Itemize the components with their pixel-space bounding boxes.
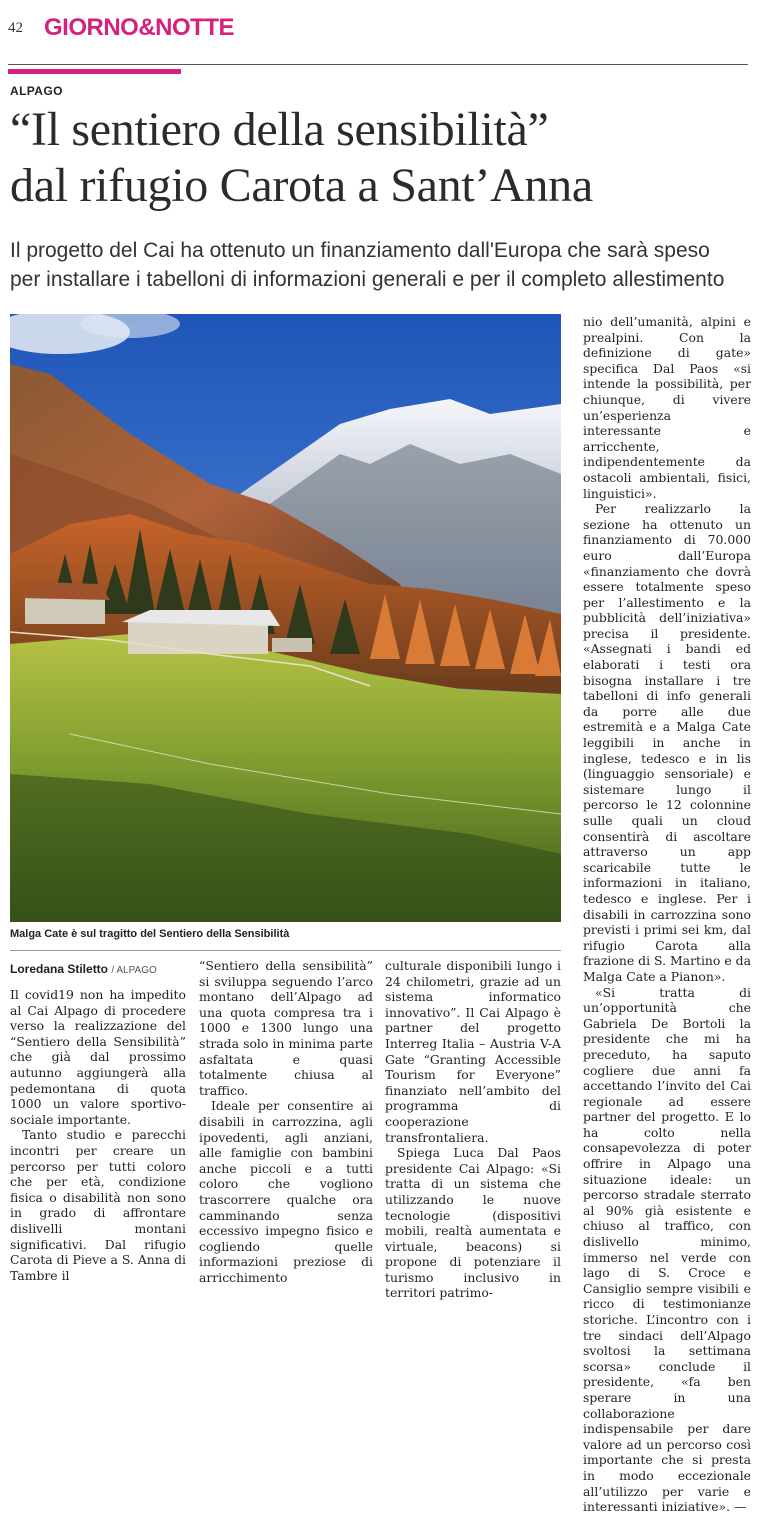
paragraph: «Si tratta di un’opportunità che Gabriela De Bortoli la presidente che mi ha preceduto, ha saputo cogliere due anni fa accettando l’invito del Cai regionale ad essere partner del progetto. E lo ha colto nella consapevolezza di poter offrire in Alpago una situazione ideale: un percorso stradale sterrato al 90% già esistente e chiuso al traffico, con dislivello minimo, immerso nel verde con lago di S. Croce e Cansiglio sempre visibili e ricco di testimonianze storiche. L’incontro con i tre sindaci dell’Alpago svoltosi la settimana scorsa» conclude il presidente, «fa ben sperare in una collaborazione indispensabile per dare valore ad un percorso così importante che si presta in modo eccezionale all’utilizzo per varie e interessanti iniziative». — [583,984,751,1515]
paragraph: Per realizzarlo la sezione ha ottenuto un finanziamento di 70.000 euro dall’Europa «finanziamento che dovrà essere totalmente speso per l’allestimento e la pubblicità dell’iniziativa» precisa il presidente. «Assegnati i bandi ed elaborati i testi ora bisogna installare i tre tabelloni di info generali da porre alle due estremità e a Malga Cate leggibili in anche in inglese, tedesco e in lis (linguaggio sensoriale) e sistemare lungo il percorso le 12 colonnine sulle quali un cloud consentirà di ascoltare attraverso un app scaricabile tutte le informazioni in italiano, tedesco e inglese. Per i disabili in carrozzina sono previsti i primi sei km, dal rifugio Carota alla frazione di S. Martino e da Malga Cate a Pianon». [583,501,751,984]
paragraph: Ideale per consentire ai disabili in carrozzina, agli ipovedenti, agli anziani, alle famiglie con bambini anche piccoli e a tutti coloro che vogliono trascorrere qualche ora camminando senza eccessivo impegno fisico e cogliendo quelle informazioni preziose di arricchimento [199,1098,373,1285]
page-number: 42 [8,20,23,36]
article-column-1 [10,987,186,1283]
byline [10,962,157,976]
author-name: Loredana Stiletto [10,962,109,976]
header-rule [8,64,748,65]
paragraph: “Sentiero della sensibilità” si sviluppa seguendo l’arco montano dell’Alpago ad una quota compresa tra i 1000 e 1300 lungo una strada solo in minima parte asfaltata e quasi totalmente chiusa al traffico. [199,958,373,1098]
article-headline [10,102,755,214]
paragraph: Spiega Luca Dal Paos presidente Cai Alpago: «Si tratta di un sistema che utilizzando le nuove tecnologie (dispositivi mobili, realtà aumentata e virtuale, beacons) si propone di potenziare il turismo inclusivo in territori patrimo- [385,1145,561,1301]
article-photo [10,314,561,922]
section-title: GIORNO&NOTTE [44,14,234,41]
article-kicker: ALPAGO [10,84,63,98]
article-column-2 [199,958,373,1285]
paragraph: nio dell’umanità, alpini e prealpini. Con la definizione di gate» specifica Dal Paos «si intende la possibilità, per chiunque, di vivere un’esperienza interessante e arricchente, indipendentemente da ostacoli ambientali, fisici, linguistici». [583,314,751,501]
mountain-landscape-image [10,314,561,922]
article-column-4 [583,314,751,1515]
article-column-3 [385,958,561,1301]
caption-rule [10,950,561,951]
subhead-line-2: per installare i tabelloni di informazioni generali e per il completo allestimento [10,268,725,291]
author-location: / ALPAGO [111,965,157,976]
paragraph: Il covid19 non ha impedito al Cai Alpago di procedere verso la realizzazione del “Sentiero della Sensibilità” che già dal prossimo autunno aggiungerà alla pedemontana di quota 1000 un valore sportivo-sociale importante. [10,987,186,1127]
headline-line-1: “Il sentiero della sensibilità” [10,103,549,156]
paragraph: Tanto studio e parecchi incontri per creare un percorso per tutti coloro che per età, condizione fisica o disabilità non sono in grado di affrontare dislivelli montani significativi. Dal rifugio Carota di Pieve a S. Anna di Tambre il [10,1127,186,1283]
article-subhead [10,236,755,294]
section-accent-bar [8,69,181,74]
photo-caption: Malga Cate è sul tragitto del Sentiero della Sensibilità [10,928,290,940]
paragraph: culturale disponibili lungo i 24 chilometri, grazie ad un sistema informatico innovativo”. Il Cai Alpago è partner del progetto Interreg Italia – Austria V-A Gate “Granting Accessible Tourism for Everyone” finanziato nell’ambito del programma di cooperazione transfrontaliera. [385,958,561,1145]
subhead-line-1: Il progetto del Cai ha ottenuto un finanziamento dall'Europa che sarà speso [10,239,710,262]
headline-line-2: dal rifugio Carota a Sant’Anna [10,159,593,212]
